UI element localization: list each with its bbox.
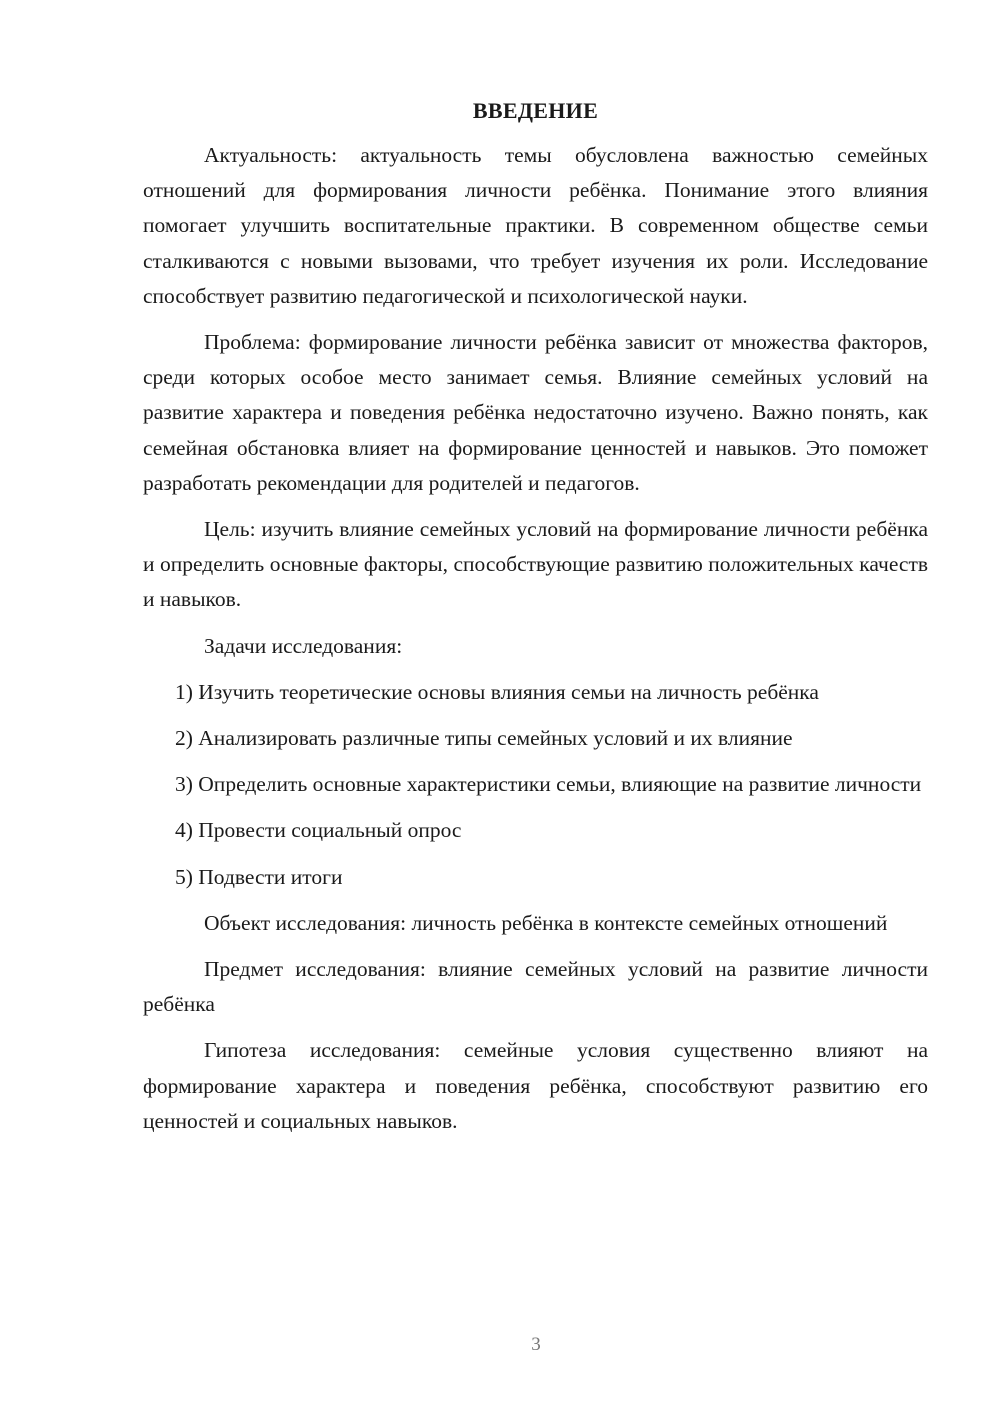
task-item: 2) Анализировать различные типы семейных условий и их влияние	[175, 726, 793, 751]
task-item: 3) Определить основные характеристики семьи, влияющие на развитие личности	[175, 772, 922, 797]
goal-paragraph: Цель: изучить влияние семейных условий на формирование личности ребёнка и определить основные факторы, способствующие развитию положительных качеств и навыков.	[143, 517, 928, 612]
page-number: 3	[531, 1334, 541, 1355]
problem-paragraph: Проблема: формирование личности ребёнка зависит от множества факторов, среди которых особое место занимает семья. Влияние семейных условий на развитие характера и поведения ребёнка недостаточно изучено. Важно понять, как семейная обстановка влияет на формирование ценностей и навыков. Это поможет разработать рекомендации для родителей и педагогов.	[143, 330, 928, 495]
document-page	[143, 96, 928, 1150]
relevance-paragraph: Актуальность: актуальность темы обусловлена важностью семейных отношений для формирования личности ребёнка. Понимание этого влияния помогает улучшить воспитательные практики. В современном обществе семьи сталкиваются с новыми вызовами, что требует изучения их роли. Исследование способствует развитию педагогической и психологической науки.	[143, 143, 928, 308]
task-item: 1) Изучить теоретические основы влияния семьи на личность ребёнка	[175, 679, 819, 704]
task-item: 4) Провести социальный опрос	[175, 818, 462, 843]
subject-paragraph: Предмет исследования: влияние семейных условий на развитие личности ребёнка	[143, 957, 928, 1017]
tasks-heading: Задачи исследования:	[204, 633, 403, 658]
hypothesis-paragraph: Гипотеза исследования: семейные условия существенно влияют на формирование характера и поведения ребёнка, способствуют развитию его ценностей и социальных навыков.	[143, 1038, 928, 1133]
page-title: ВВЕДЕНИЕ	[472, 98, 599, 123]
task-item: 5) Подвести итоги	[175, 864, 343, 889]
object-paragraph: Объект исследования: личность ребёнка в контексте семейных отношений	[204, 910, 888, 935]
